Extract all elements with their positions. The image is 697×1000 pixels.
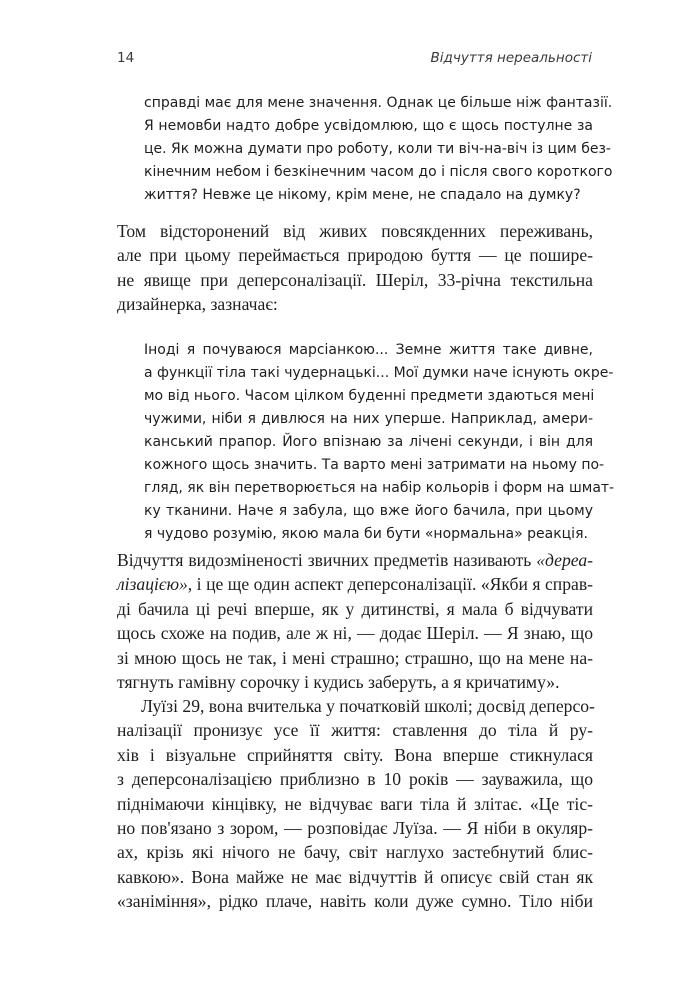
quote-line: чужими, ніби я дивлюся на них уперше. Наприклад, амери- — [144, 411, 593, 427]
italic-term: «дереа- — [536, 550, 593, 570]
text-line: налізації пронизує усе її життя: ставлення до тіла й ру- — [117, 720, 593, 741]
quote-line: кінечним небом і безкінечним часом до і після свого короткого — [144, 164, 613, 180]
text-line: ді бачила ці речі вперше, як у дитинстві, я мала б відчувати — [117, 598, 593, 619]
quote-line: ку тканини. Наче я забула, що вже його бачила, при цьому — [144, 503, 593, 519]
text-line: «заніміння», рідко плаче, навіть коли дуже сумно. Тіло ніби — [117, 891, 593, 912]
text-span: Відчуття видозміненості звичних предметів називають — [117, 550, 537, 570]
paragraph-3 — [117, 694, 593, 914]
paragraph-1 — [117, 219, 593, 317]
text-line: зі мною щось не так, і мені страшно; страшно, що на мене на- — [117, 647, 593, 668]
text-line: кавкою». Вона майже не має відчуттів й описує свій стан як — [117, 866, 593, 887]
text-line — [117, 572, 593, 596]
text-line: не явище при деперсоналізації. Шеріл, 33-річна текстильна — [117, 269, 593, 290]
text-line: дизайнерка, зазначає: — [117, 294, 278, 315]
quote-line: а функції тіла такі чудернацькі... Мої думки наче існують окре- — [144, 365, 614, 381]
text-line: хів і візуальне сприйняття світу. Вона вперше стикнулася — [117, 744, 593, 765]
text-line: Том відсторонений від живих повсякденних переживань, — [117, 221, 593, 241]
quote-line: я чудово розумію, якою мала би бути «нормальна» реакція. — [144, 526, 588, 542]
block-quote-1 — [117, 92, 613, 207]
quote-line: Іноді я почуваюся марсіанкою... Земне життя таке дивне, — [144, 342, 593, 358]
text-span: , і це ще один аспект деперсоналізації. «Якби я справ- — [187, 574, 593, 595]
text-line: тягнуть гамівну сорочку і кудись заберуть, а я кричатиму». — [117, 671, 560, 692]
running-header — [117, 50, 592, 66]
text-line: но пов'язано з зором, — розповідає Луїза. — Я ніби в окуляр- — [117, 817, 593, 838]
running-title: Відчуття нереальності — [430, 50, 592, 66]
block-quote-2 — [117, 339, 615, 546]
quote-line: це. Як можна думати про роботу, коли ти віч-на-віч із цим без- — [144, 141, 611, 157]
text-line — [117, 548, 593, 572]
page-number: 14 — [117, 50, 135, 66]
quote-line: справді має для мене значення. Однак це більше ніж фантазії. — [144, 95, 613, 111]
quote-line: мо від нього. Часом цілком буденні предмети здаються мені — [144, 388, 595, 404]
quote-line: життя? Невже це нікому, крім мене, не спадало на думку? — [144, 187, 581, 203]
paragraph-2 — [117, 548, 593, 694]
italic-term: лізацією» — [117, 574, 188, 595]
text-line: але при цьому переймається природою буття — це пошире- — [117, 245, 593, 266]
text-line: піднімаючи кінцівку, не відчуває ваги тіла й злітає. «Це тіс- — [117, 793, 593, 814]
quote-line: канський прапор. Його впізнаю за лічені секунди, і він для — [144, 434, 593, 450]
text-line: ах, крізь які нічого не бачу, світ наглухо застебнутий блис- — [117, 842, 593, 863]
text-line: Луїзі 29, вона вчителька у початковій школі; досвід деперсо- — [141, 696, 595, 716]
quote-line: кожного щось значить. Та варто мені затримати на ньому по- — [144, 457, 605, 473]
quote-line: Я немовби надто добре усвідомлюю, що є щось постулне за — [144, 118, 593, 134]
quote-line: гляд, як він перетворюється на набір кольорів і форм на шмат- — [144, 480, 615, 496]
text-line: щось схоже на подив, але ж ні, — додає Шеріл. — Я знаю, що — [117, 623, 593, 644]
text-line: з деперсоналізацією приблизно в 10 років — зауважила, що — [117, 769, 593, 790]
